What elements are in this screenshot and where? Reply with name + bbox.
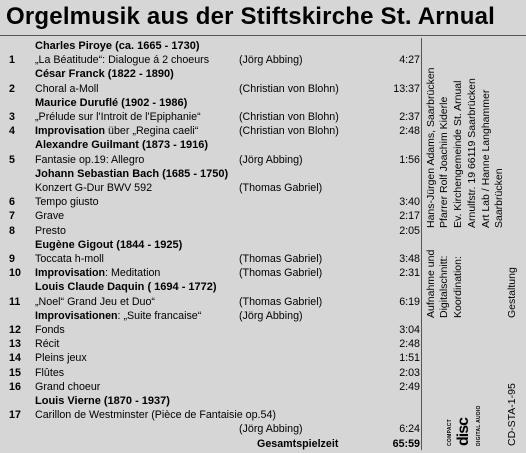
- piece-title: Pleins jeux: [35, 352, 87, 365]
- duration: 2:37: [399, 111, 420, 123]
- duration: 2:17: [399, 210, 420, 223]
- performer: (Thomas Gabriel): [239, 295, 323, 308]
- logo-disc-text: disc: [455, 417, 472, 446]
- duration: 2:48: [399, 125, 420, 138]
- track-number: 15: [9, 366, 21, 379]
- track-number: 5: [9, 153, 15, 166]
- catalog-number: CD-STA-1-95: [506, 383, 518, 446]
- track-number: 11: [9, 295, 21, 308]
- value-koord-1: Pfarrer Rolf Joachim Kiderle: [438, 96, 450, 228]
- duration: 1:56: [399, 153, 420, 166]
- performer: (Thomas Gabriel): [239, 253, 323, 265]
- track-number: 16: [9, 380, 21, 393]
- piece-title: Grand choeur: [35, 380, 101, 393]
- piece-title-rest: : „Suite francaise“: [117, 309, 202, 322]
- duration: 13:37: [393, 82, 420, 95]
- logo-compact-text: COMPACT: [447, 418, 453, 446]
- improvisation-label: Improvisationen: [35, 309, 118, 322]
- piece-title: Flûtes: [35, 366, 65, 379]
- piece-title: „Noel“ Grand Jeu et Duo“: [35, 295, 155, 308]
- piece-title: Presto: [35, 224, 66, 237]
- value-koord-3: Arnulfstr. 19 66119 Saarbrücken: [466, 78, 478, 228]
- composer-name: Eugène Gigout (1844 - 1925): [35, 238, 183, 251]
- track-number: 4: [9, 125, 15, 138]
- value-aufnahme: Hans-Jürgen Adams, Saarbrücken: [425, 67, 437, 228]
- duration: 2:03: [399, 366, 420, 379]
- duration: 4:27: [399, 54, 420, 67]
- performer: (Thomas Gabriel): [239, 182, 323, 194]
- composer-name: Maurice Duruflé (1902 - 1986): [35, 96, 188, 109]
- piece-title: Grave: [35, 210, 65, 223]
- piece-title: Récit: [35, 338, 60, 351]
- performer: (Jörg Abbing): [239, 423, 303, 436]
- duration: 2:05: [399, 224, 420, 237]
- track-number: 3: [9, 111, 15, 123]
- value-gestaltung-1: Art Lab / Hanne Langhammer: [480, 89, 492, 228]
- logo-digital-text: DIGITAL AUDIO: [476, 405, 482, 446]
- track-number: 14: [9, 352, 21, 365]
- duration: 1:51: [399, 352, 420, 365]
- composer-name: César Franck (1822 - 1890): [35, 68, 174, 81]
- performer: (Christian von Blohn): [239, 111, 339, 123]
- duration: 6:24: [399, 423, 420, 436]
- piece-title: Fantasie op.19: Allegro: [35, 153, 145, 166]
- duration: 2:48: [399, 338, 420, 351]
- label-gestaltung: Gestaltung: [506, 267, 518, 318]
- piece-title: Toccata h-moll: [35, 253, 104, 265]
- track-list: [0, 38, 420, 450]
- piece-title: „Prélude sur l'Introit de l'Epiphanie“: [35, 111, 201, 123]
- composer-name: Charles Piroye (ca. 1665 - 1730): [35, 40, 200, 52]
- improvisation-label: Improvisation: [35, 125, 106, 138]
- performer: (Jörg Abbing): [239, 153, 303, 166]
- composer-name: Johann Sebastian Bach (1685 - 1750): [35, 167, 229, 180]
- duration: 6:19: [399, 295, 420, 308]
- total-label: Gesamtspielzeit: [257, 437, 339, 450]
- page-title: Orgelmusik aus der Stiftskirche St. Arnual: [6, 3, 495, 30]
- piece-title-rest: über „Regina caeli“: [105, 125, 199, 138]
- value-gestaltung-2: Saarbrücken: [493, 168, 505, 228]
- performer: (Christian von Blohn): [239, 125, 339, 138]
- performer: (Jörg Abbing): [239, 54, 303, 67]
- track-number: 13: [9, 338, 21, 351]
- duration: 3:04: [399, 324, 420, 336]
- piece-title: Fonds: [35, 324, 65, 336]
- value-koord-2: Ev. Kirchengemeinde St. Arnual: [452, 80, 464, 228]
- track-number: 10: [9, 267, 21, 280]
- track-number: 7: [9, 210, 15, 223]
- track-number: 1: [9, 54, 15, 67]
- track-number: 8: [9, 224, 15, 237]
- piece-title: Tempo giusto: [35, 196, 99, 209]
- track-number: 6: [9, 196, 15, 209]
- total-duration: 65:59: [392, 437, 420, 450]
- piece-title: Konzert G-Dur BWV 592: [35, 182, 153, 194]
- piece-title: „La Béatitude“: Dialogue á 2 choeurs: [35, 54, 210, 67]
- duration: 2:31: [399, 267, 420, 280]
- label-aufnahme: Aufnahme und: [425, 249, 437, 318]
- label-koordination: Koordination:: [452, 256, 464, 318]
- piece-title: Carillon de Westminster (Pièce de Fantaisie op.54): [35, 409, 276, 422]
- duration: 3:48: [399, 253, 420, 265]
- performer: (Christian von Blohn): [239, 82, 339, 95]
- performer: (Thomas Gabriel): [239, 267, 323, 280]
- composer-name: Louis Vierne (1870 - 1937): [35, 395, 170, 407]
- track-number: 2: [9, 82, 15, 95]
- piece-title: Choral a-Moll: [35, 82, 99, 95]
- composer-name: Louis Claude Daquin ( 1694 - 1772): [35, 281, 217, 294]
- duration: 2:49: [399, 380, 420, 393]
- credits-panel: [421, 38, 526, 450]
- track-number: 9: [9, 253, 15, 265]
- total-row: [0, 436, 420, 453]
- performer: (Jörg Abbing): [239, 309, 303, 322]
- track-number: 12: [9, 324, 21, 336]
- label-digitalschnitt: Digitalschnitt:: [438, 255, 450, 318]
- composer-name: Alexandre Guilmant (1873 - 1916): [35, 139, 209, 152]
- track-number: 17: [9, 409, 21, 422]
- piece-title-rest: : Meditation: [105, 267, 161, 280]
- improvisation-label: Improvisation: [35, 267, 106, 280]
- title-divider: [0, 35, 526, 36]
- duration: 3:40: [399, 196, 420, 209]
